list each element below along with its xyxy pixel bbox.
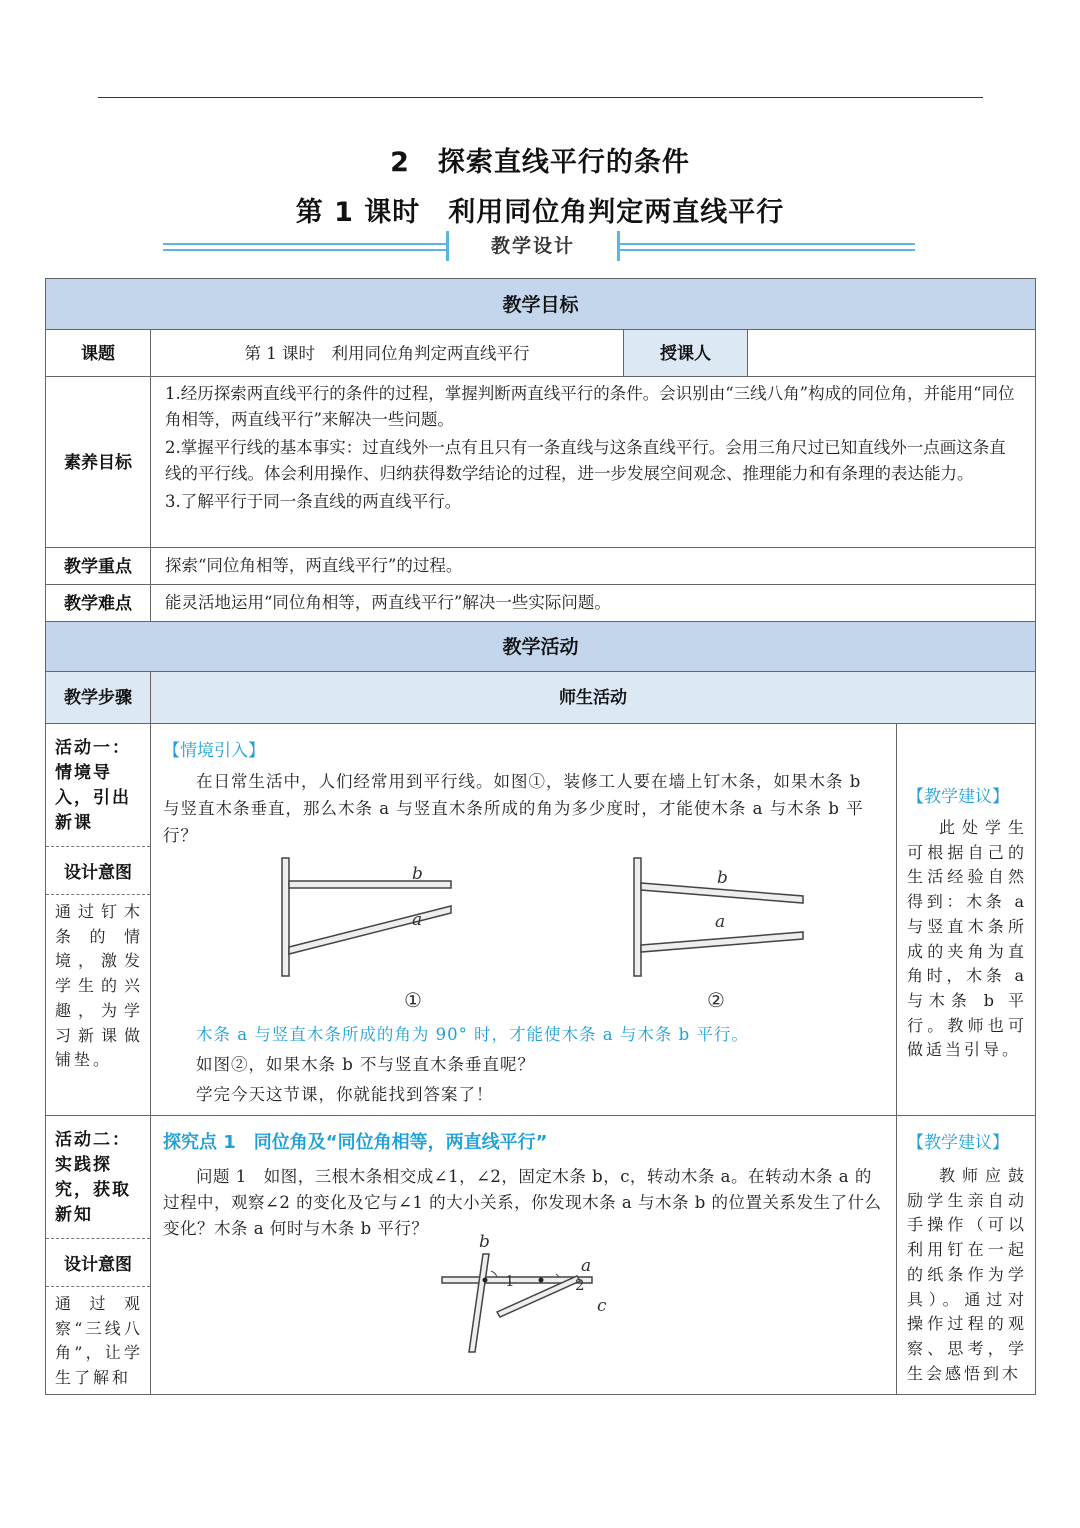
activity1-intro: 在日常生活中，人们经常用到平行线。如图①，装修工人要在墙上钉木条，如果木条 b 与竖直木条垂直，那么木条 a 与竖直木条所成的角为多少度时，才能使木条 a 与木条 b 平行？ [163,772,864,845]
fig2-caption: ② [707,988,725,1012]
top-rule [98,97,983,98]
fig3-angle-2: 2 [575,1276,585,1294]
fig3-label-c: c [597,1296,607,1316]
fig2-label-a: a [715,912,726,932]
lesson-title: 2 探索直线平行的条件 [390,147,690,178]
steps-label: 教学步骤 [45,671,151,724]
fig3-label-a: a [581,1256,592,1276]
literacy-goals [150,376,1036,548]
teacher-value [747,329,1036,377]
activity2-label: 活动二：实践探究，获取新知 [55,1130,131,1225]
fig3-label-b: b [479,1232,490,1252]
activities-header: 教学活动 [45,621,1036,672]
literacy-item: 3.了解平行于同一条直线的两直线平行。 [165,492,462,511]
figure-1-shelf [279,856,469,984]
activity2-main [150,1115,897,1395]
activity2-tip [896,1115,1036,1395]
activity2-left [45,1115,151,1395]
activity2-design-text: 通过观察“三线八角”，让学生了解和 [55,1294,143,1388]
activity1-tip-text: 此处学生可根据自己的生活经验自然得到：木条 a 与竖直木条所成的夹角为直角时，木条 a 与木条 b 平行。教师也可做适当引导。 [907,818,1027,1060]
fig3-angle-1: 1 [505,1272,515,1290]
lesson-subtitle: 第 1 课时 利用同位角判定两直线平行 [295,197,785,228]
activity1-design-text: 通过钉木条的情境，激发学生的兴趣，为学习新课做铺垫。 [55,902,143,1070]
section-banner [163,231,915,261]
activity2-design-label: 设计意图 [64,1255,132,1275]
context-intro-tag: 【情境引入】 [163,741,265,761]
topic-value: 第 1 课时 利用同位角判定两直线平行 [150,329,624,377]
activity1-design-label: 设计意图 [64,863,132,883]
activity1-question2: 如图②，如果木条 b 不与竖直木条垂直呢？ [196,1055,536,1074]
teacher-student-label: 师生活动 [150,671,1036,724]
key-point-value: 探索“同位角相等，两直线平行”的过程。 [150,547,1036,585]
three-sticks-figure [437,1244,627,1392]
fig1-label-b: b [412,864,423,884]
fig1-caption: ① [404,988,422,1012]
literacy-item: 2.掌握平行线的基本事实：过直线外一点有且只有一条直线与这条直线平行。会用三角尺过已知直线外一点画这条直线的平行线。体会利用操作、归纳获得数学结论的过程，进一步发展空间观念、推理能力和有条理的表达能力。 [165,438,1006,483]
objectives-header: 教学目标 [45,278,1036,330]
activity1-label: 活动一：情境导入，引出新课 [55,738,131,833]
explore-point-title: 探究点 1 同位角及“同位角相等，两直线平行” [163,1132,548,1153]
key-point-label: 教学重点 [45,547,151,585]
activity1-main [150,723,897,1116]
fig2-label-b: b [717,868,728,888]
problem-1: 问题 1 如图，三根木条相交成∠1，∠2，固定木条 b，c，转动木条 a。在转动木条 a 的过程中，观察∠2 的变化及它与∠1 的大小关系，你发现木条 a 与木条 b 的位置关系发生了什么变化？木条 a 何时与木条 b 平行？ [163,1167,882,1238]
literacy-item: 1.经历探索两直线平行的条件的过程，掌握判断两直线平行的条件。会识别由“三线八角”构成的同位角，并能用“同位角相等，两直线平行”来解决一些问题。 [165,384,1015,429]
teacher-label: 授课人 [623,329,748,377]
banner-label: 教学设计 [446,231,620,261]
literacy-label: 素养目标 [45,376,151,548]
difficulty-value: 能灵活地运用“同位角相等，两直线平行”解决一些实际问题。 [150,584,1036,622]
topic-label: 课题 [45,329,151,377]
activity1-left [45,723,151,1116]
activity1-closing: 学完今天这节课，你就能找到答案了！ [196,1085,494,1104]
activity1-answer: 木条 a 与竖直木条所成的角为 90° 时，才能使木条 a 与木条 b 平行。 [196,1025,749,1044]
fig1-label-a: a [412,910,423,930]
activity1-tip [896,723,1036,1116]
difficulty-label: 教学难点 [45,584,151,622]
activity1-tip-label: 【教学建议】 [907,787,1009,807]
activity2-tip-label: 【教学建议】 [907,1133,1009,1153]
lesson-plan-table [45,278,1036,1395]
activity2-tip-text: 教师应鼓励学生亲自动手操作（可以利用钉在一起的纸条作为学具）。通过对操作过程的观察、思考，学生会感悟到木 [907,1166,1027,1383]
